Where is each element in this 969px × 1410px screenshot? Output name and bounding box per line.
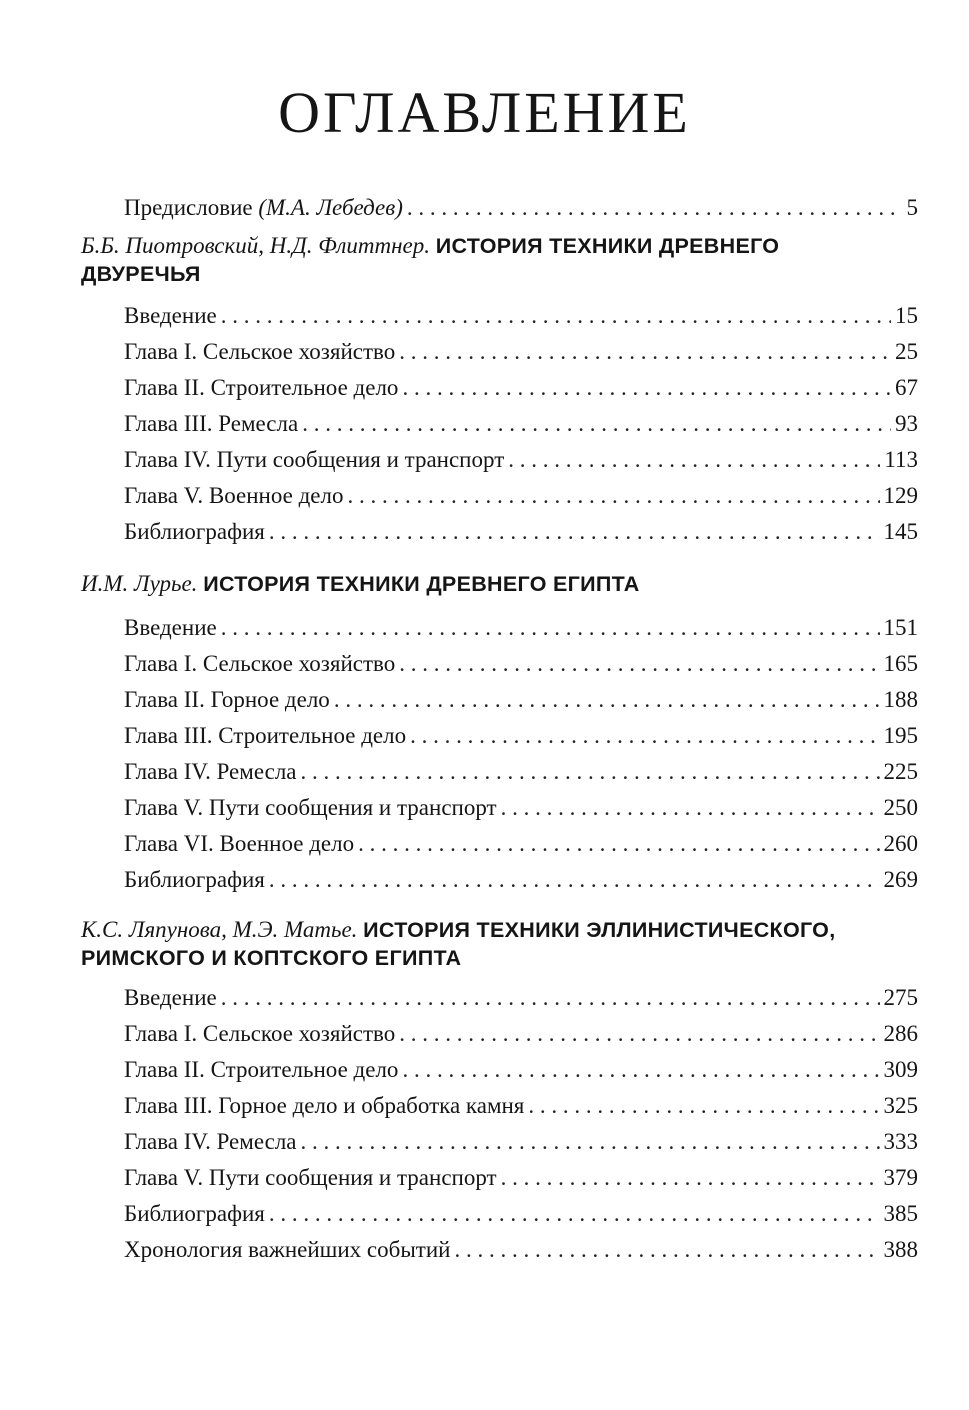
page-number: 195: [883, 723, 918, 748]
entry-label: Хронология важнейших событий: [124, 1237, 451, 1262]
entry-label: Глава I. Сельское хозяйство: [124, 1021, 396, 1046]
dot-leader: [334, 682, 880, 718]
toc-entry[interactable]: [124, 646, 918, 682]
page-number: 15: [895, 303, 918, 328]
section-authors: К.С. Ляпунова, М.Э. Матье.: [81, 917, 358, 942]
toc-entry[interactable]: [124, 1124, 918, 1160]
table-of-contents: [81, 190, 918, 1268]
page-number: 379: [883, 1165, 918, 1190]
entry-label: Библиография: [124, 1201, 265, 1226]
page-number: 286: [883, 1021, 918, 1046]
section-authors: И.М. Лурье.: [81, 571, 198, 596]
entry-label: Глава I. Сельское хозяйство: [124, 339, 396, 364]
toc-entry[interactable]: [124, 980, 918, 1016]
entry-label: Глава II. Строительное дело: [124, 375, 399, 400]
page-number: 145: [883, 519, 918, 544]
dot-leader: [221, 610, 880, 646]
dot-leader: [348, 478, 880, 514]
page-number: 275: [883, 985, 918, 1010]
toc-entry[interactable]: [124, 1052, 918, 1088]
page-number: 333: [883, 1129, 918, 1154]
entry-label: Глава II. Строительное дело: [124, 1057, 399, 1082]
toc-entry[interactable]: [124, 790, 918, 826]
dot-leader: [221, 298, 891, 334]
entry-label: Глава V. Военное дело: [124, 483, 344, 508]
entry-label: Глава III. Горное дело и обработка камня: [124, 1093, 525, 1118]
toc-entry[interactable]: [124, 1232, 918, 1268]
entry-label: Глава IV. Пути сообщения и транспорт: [124, 447, 505, 472]
entry-label: Глава II. Горное дело: [124, 687, 330, 712]
section-heading: [81, 916, 841, 972]
entry-label: Глава V. Пути сообщения и транспорт: [124, 1165, 497, 1190]
page-number: 325: [883, 1093, 918, 1118]
entry-label: Введение: [124, 303, 217, 328]
toc-entry[interactable]: [124, 370, 918, 406]
page-title: ОГЛАВЛЕНИЕ: [278, 80, 691, 145]
toc-entry[interactable]: [124, 334, 918, 370]
dot-leader: [301, 754, 880, 790]
page-number: 388: [883, 1237, 918, 1262]
toc-entry[interactable]: [124, 610, 918, 646]
entry-label: Глава VI. Военное дело: [124, 831, 355, 856]
toc-entry[interactable]: [124, 682, 918, 718]
preface-author: (М.А. Лебедев): [258, 195, 403, 220]
dot-leader: [399, 646, 879, 682]
entry-label: Библиография: [124, 519, 265, 544]
toc-entry-preface[interactable]: [124, 190, 918, 226]
section-heading: [81, 570, 918, 598]
section-title: ИСТОРИЯ ТЕХНИКИ ЭЛЛИНИСТИЧЕСКОГО, РИМСКОГО И КОПТСКОГО ЕГИПТА: [81, 918, 836, 970]
entry-label: Введение: [124, 985, 217, 1010]
section-title: ИСТОРИЯ ТЕХНИКИ ДРЕВНЕГО ЕГИПТА: [203, 572, 640, 596]
dot-leader: [301, 1124, 880, 1160]
toc-entry[interactable]: [124, 406, 918, 442]
dot-leader: [399, 1016, 879, 1052]
section-title: ИСТОРИЯ ТЕХНИКИ ДРЕВНЕГО ДВУРЕЧЬЯ: [81, 234, 780, 286]
dot-leader: [302, 406, 891, 442]
dot-leader: [508, 442, 880, 478]
toc-entry[interactable]: [124, 442, 918, 478]
dot-leader: [402, 1052, 879, 1088]
toc-entry[interactable]: [124, 754, 918, 790]
page-number: 113: [884, 447, 918, 472]
dot-leader: [269, 1196, 880, 1232]
toc-entry[interactable]: [124, 1088, 918, 1124]
toc-entry[interactable]: [124, 1196, 918, 1232]
entry-label: Глава IV. Ремесла: [124, 759, 297, 784]
page-number: 260: [883, 831, 918, 856]
page-number: 188: [883, 687, 918, 712]
dot-leader: [221, 980, 880, 1016]
entry-label: Глава III. Ремесла: [124, 411, 299, 436]
toc-entry[interactable]: [124, 1160, 918, 1196]
toc-entry[interactable]: [124, 298, 918, 334]
dot-leader: [269, 514, 880, 550]
section-heading: [81, 232, 841, 288]
page-number: 151: [883, 615, 918, 640]
entry-label: Глава V. Пути сообщения и транспорт: [124, 795, 497, 820]
dot-leader: [399, 334, 891, 370]
page-number: 385: [883, 1201, 918, 1226]
toc-entry[interactable]: [124, 718, 918, 754]
preface-label: Предисловие: [124, 195, 253, 220]
entry-label: Глава IV. Ремесла: [124, 1129, 297, 1154]
toc-entry[interactable]: [124, 514, 918, 550]
page-number: 225: [883, 759, 918, 784]
entry-label: Глава I. Сельское хозяйство: [124, 651, 396, 676]
entry-label: Введение: [124, 615, 217, 640]
dot-leader: [501, 790, 880, 826]
page-number: 67: [895, 375, 918, 400]
entry-label: Глава III. Строительное дело: [124, 723, 407, 748]
page-number: 250: [883, 795, 918, 820]
toc-entry[interactable]: [124, 1016, 918, 1052]
section-authors: Б.Б. Пиотровский, Н.Д. Флиттнер.: [81, 233, 431, 258]
dot-leader: [358, 826, 879, 862]
toc-entry[interactable]: [124, 862, 918, 898]
dot-leader: [454, 1232, 879, 1268]
dot-leader: [528, 1088, 879, 1124]
page-number: 93: [895, 411, 918, 436]
entry-label: Библиография: [124, 867, 265, 892]
toc-entry[interactable]: [124, 478, 918, 514]
dot-leader: [402, 370, 891, 406]
page-number: 165: [883, 651, 918, 676]
page-number: 269: [883, 867, 918, 892]
page-number: 309: [883, 1057, 918, 1082]
toc-entry[interactable]: [124, 826, 918, 862]
page-number: 25: [895, 339, 918, 364]
dot-leader: [501, 1160, 880, 1196]
page-number: 5: [906, 195, 918, 220]
dot-leader: [407, 190, 903, 226]
dot-leader: [269, 862, 880, 898]
dot-leader: [410, 718, 879, 754]
page-number: 129: [883, 483, 918, 508]
